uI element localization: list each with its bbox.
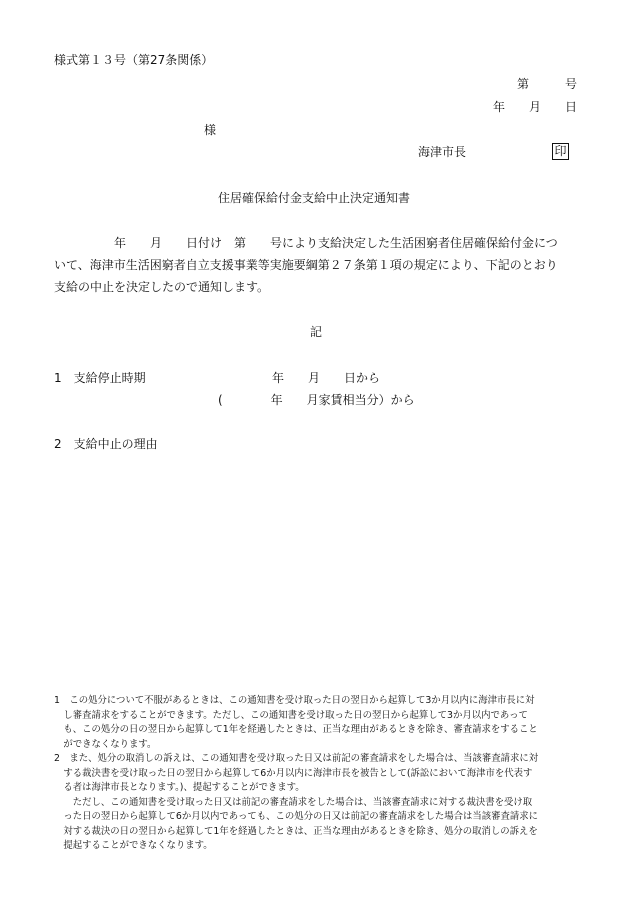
note-line: 1 この処分について不服があるときは、この通知書を受け取った日の翌日から起算して3か月以内に海津市長に対 xyxy=(54,695,535,706)
body-line: いて、海津市生活困窮者自立支援事業等実施要綱第２７条第１項の規定により、下記のとおり xyxy=(54,258,558,272)
body-paragraph xyxy=(54,232,578,298)
note-line: 提起することができなくなります。 xyxy=(54,840,213,851)
notes-section xyxy=(54,694,584,854)
issuer-name: 海津市長 xyxy=(418,145,467,159)
addressee-suffix: 様 xyxy=(204,123,217,137)
issue-date: 年 月 日 xyxy=(493,100,578,114)
ki-heading: 記 xyxy=(310,325,323,339)
seal-box: 印 xyxy=(552,143,569,160)
note-line: ただし、この通知書を受け取った日又は前記の審査請求をした場合は、当該審査請求に対する裁決書を受け取 xyxy=(54,796,533,808)
note-line: 対する裁決の日の翌日から起算して1年を経過したときは、正当な理由があるときを除き、処分の取消しの訴えを xyxy=(54,825,538,837)
item1-label: 1 支給停止時期 xyxy=(54,371,146,385)
item2-label: 2 支給中止の理由 xyxy=(54,437,158,451)
note-line: ができなくなります。 xyxy=(54,738,157,750)
note-line: も、この処分の日の翌日から起算して1年を経過したときは、正当な理由があるときを除き、審査請求をすること xyxy=(54,724,538,735)
note-line: る者は海津市長となります。)、提起することができます。 xyxy=(54,782,305,793)
document-number: 第 号 xyxy=(517,77,578,91)
note-line: った日の翌日から起算して6か月以内であっても、この処分の日又は前記の審査請求をした場合は当該審査請求に xyxy=(54,811,539,822)
note-line: 2 また、処分の取消しの訴えは、この通知書を受け取った日又は前記の審査請求をした場合は、当該審査請求に対 xyxy=(54,753,539,764)
document-title: 住居確保給付金支給中止決定通知書 xyxy=(218,191,411,205)
note-line: する裁決書を受け取った日の翌日から起算して6か月以内に海津市長を被告として(訴訟において海津市を代表す xyxy=(54,767,533,779)
note-line: し審査請求をすることができます。ただし、この通知書を受け取った日の翌日から起算して3か月以内であって xyxy=(54,709,528,721)
body-line: 支給の中止を決定したので通知します。 xyxy=(54,280,270,294)
body-line: 年 月 日付け 第 号により支給決定した生活困窮者住居確保給付金につ xyxy=(54,236,558,250)
item1-date-from: 年 月 日から xyxy=(272,371,381,385)
form-label: 様式第１３号（第27条関係） xyxy=(54,53,214,67)
item1-rent-period: ( 年 月家賃相当分）から xyxy=(218,393,415,407)
